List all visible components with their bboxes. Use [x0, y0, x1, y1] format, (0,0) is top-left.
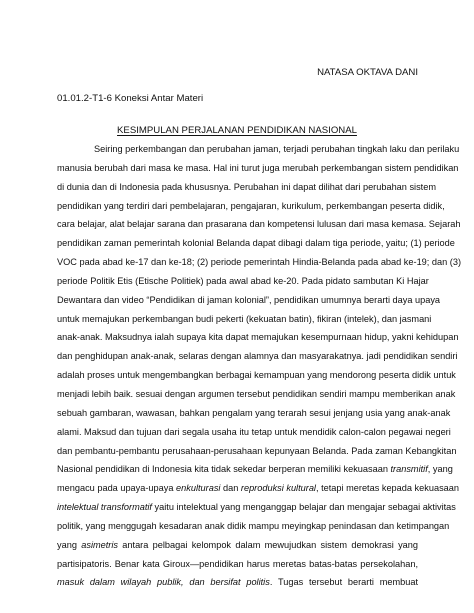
- line-text: politik, yang menggugah kesadaran anak didik mampu meyingkap penindasan dan ketimpangan: [57, 520, 450, 531]
- paragraph-line: [57, 423, 451, 442]
- line-text: manusia berubah dari masa ke masa. Hal ini turut juga merubah perkembangan sistem pendidikan: [57, 162, 459, 173]
- author-name: NATASA OKTAVA DANI: [317, 67, 418, 78]
- line-text: pendidikan zaman pemerintah kolonial Belanda dapat dibagi dalam tiga periode, yaitu; (1) periode: [57, 238, 455, 249]
- italic-text: masuk dalam wilayah publik, dan bersifat politis: [57, 577, 270, 588]
- line-text: , yang: [427, 464, 453, 475]
- paragraph-line: [57, 366, 456, 385]
- section-heading-text: KESIMPULAN PERJALANAN PENDIDIKAN NASIONAL: [117, 125, 357, 136]
- paragraph-line: [57, 310, 432, 329]
- line-text: dan penghidupan anak-anak, selaras dengan alamnya dan masyarakatnya. jadi pendidikan sendiri: [57, 351, 458, 362]
- line-text: dan pembantu-pembantu perusahaan-perusahaan kepunyaan Belanda. Pada zaman Kebangkitan: [57, 445, 457, 456]
- line-text: partisipatoris. Benar kata Giroux—pendidikan harus meretas batas-batas persekolahan,: [57, 558, 418, 569]
- paragraph-line: [57, 498, 456, 517]
- paragraph-line: [57, 573, 418, 592]
- paragraph-line: [57, 272, 429, 291]
- paragraph-line: [57, 291, 441, 310]
- line-text: Nasional pendidikan di Indonesia kita tidak sekedar berperan memiliki kekuasaan: [57, 464, 391, 475]
- paragraph-line: [57, 253, 462, 272]
- line-text: antara pelbagai kelompok dalam mewujudkan sistem demokrasi yang: [118, 539, 418, 550]
- line-text: sebuah gambaran, wawasan, bahkan pengalam yang terarah sesui jenjang usia yang anak-anak: [57, 407, 451, 418]
- italic-text: reproduksi kultural: [240, 483, 316, 494]
- italic-text: enkulturasi: [176, 483, 221, 494]
- paragraph-line: [57, 197, 445, 216]
- document-title: 01.01.2-T1-6 Koneksi Antar Materi: [57, 93, 204, 104]
- italic-text: transmitif: [390, 464, 428, 475]
- body-text: [57, 140, 462, 592]
- paragraph-line: [57, 536, 418, 555]
- paragraph-line: [57, 385, 456, 404]
- line-text: yaitu intelektual yang menganggap belajar dan mengajar sebagai aktivitas: [151, 502, 456, 513]
- paragraph-line: [57, 442, 457, 461]
- line-text: cara belajar, alat belajar sarana dan prasarana dan kompetensi lulusan dari masa kemasa. Sejarah: [57, 219, 461, 230]
- line-text: VOC pada abad ke-17 dan ke-18; (2) periode pemerintah Hindia-Belanda pada abad ke-19; dan (3): [57, 257, 462, 268]
- line-text: Seiring perkembangan dan perubahan jaman, terjadi perubahan tingkah laku dan perilaku: [94, 144, 460, 154]
- paragraph-line: [57, 404, 451, 423]
- paragraph-line: [57, 140, 460, 159]
- paragraph-line: [57, 460, 453, 479]
- italic-text: intelektual transformatif: [57, 502, 152, 513]
- paragraph-line: [57, 479, 459, 498]
- line-text: Dewantara dan video “Pendidikan di jaman kolonial”, pendidikan umumnya berarti daya upaya: [57, 294, 441, 305]
- line-text: yang: [57, 539, 82, 550]
- paragraph-line: [57, 159, 459, 178]
- line-text: periode Politik Etis (Etische Politiek) pada awal abad ke-20. Pada pidato sambutan Ki Hajar: [57, 275, 429, 286]
- line-text: adalah proses untuk mengembangkan berbagai kemampuan yang mendorong peserta didik untuk: [57, 370, 456, 381]
- paragraph-line: [57, 234, 455, 253]
- paragraph-line: [57, 517, 450, 536]
- paragraph-line: [57, 215, 461, 234]
- line-text: alami. Maksud dan tujuan dari segala usaha itu tetap untuk mendidik calon-calon pegawai negeri: [57, 426, 451, 437]
- italic-text: asimetris: [81, 539, 118, 550]
- line-text: , tetapi meretas kepada kekuasaan: [315, 483, 459, 494]
- line-text: . Tugas tersebut berarti membuat: [269, 577, 419, 588]
- line-text: untuk memajukan perkembangan budi pekerti (kekuatan batin), fikiran (intelek), dan jasmani: [57, 313, 432, 324]
- paragraph-line: [57, 555, 418, 574]
- line-text: menjadi lebih baik. sesuai dengan argumen tersebut pendidikan sendiri mampu memberikan anak: [57, 388, 456, 399]
- paragraph-line: [57, 347, 458, 366]
- paragraph-line: [57, 328, 459, 347]
- paragraph-line: [57, 178, 436, 197]
- section-heading: [0, 125, 474, 136]
- line-text: dan: [220, 483, 241, 494]
- line-text: pendidikan yang terdiri dari pembelajaran, pengajaran, kurikulum, perkembangan peserta didik,: [57, 200, 445, 211]
- line-text: mengacu pada upaya-upaya: [57, 483, 177, 494]
- line-text: anak-anak. Maksudnya ialah supaya kita dapat memajukan kesempurnaan hidup, yakni kehidupan: [57, 332, 459, 343]
- line-text: di dunia dan di Indonesia pada khususnya. Perubahan ini dapat dilihat dari perubahan sistem: [57, 181, 436, 192]
